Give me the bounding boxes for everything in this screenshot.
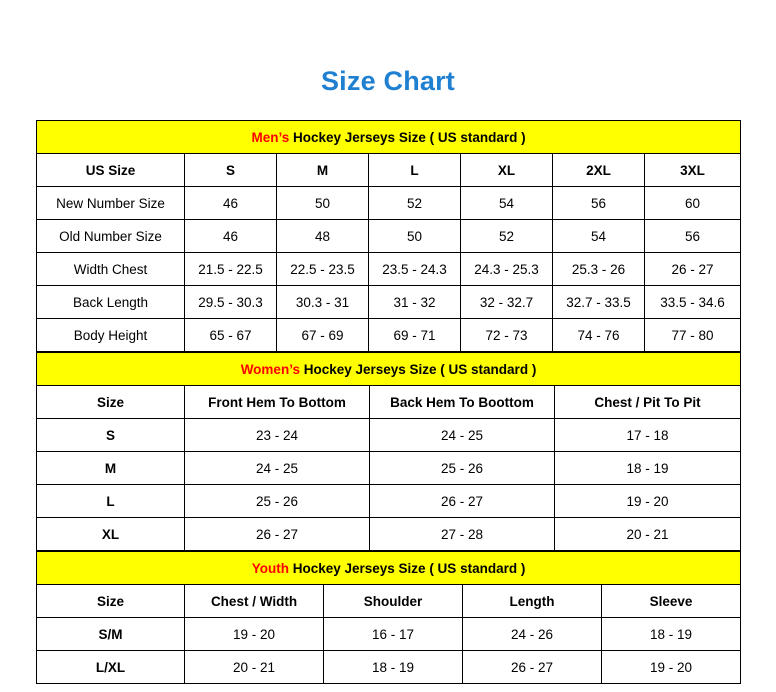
mens-size-table: [36, 120, 741, 352]
youth-row-0-cell-3: 18 - 19: [602, 618, 741, 651]
youth-row-1-cell-3: 19 - 20: [602, 651, 741, 684]
mens-row-2-label: Width Chest: [37, 253, 185, 286]
womens-row-3-cell-2: 20 - 21: [555, 518, 741, 551]
mens-row-1-cell-5: 56: [645, 220, 741, 253]
table-section-header-row: [37, 552, 741, 585]
mens-row-4-label: Body Height: [37, 319, 185, 352]
mens-row-2-cell-0: 21.5 - 22.5: [185, 253, 277, 286]
mens-row-2-cell-4: 25.3 - 26: [553, 253, 645, 286]
youth-size-table: [36, 551, 741, 684]
mens-row-1-cell-4: 54: [553, 220, 645, 253]
womens-row-1-cell-1: 25 - 26: [370, 452, 555, 485]
womens-row-2-label: L: [37, 485, 185, 518]
womens-row-1-label: M: [37, 452, 185, 485]
womens-row-0-cell-2: 17 - 18: [555, 419, 741, 452]
table-row: [37, 618, 741, 651]
womens-row-1-cell-2: 18 - 19: [555, 452, 741, 485]
youth-row-0-label: S/M: [37, 618, 185, 651]
table-header-row: [37, 154, 741, 187]
mens-row-0-cell-4: 56: [553, 187, 645, 220]
mens-row-0-cell-2: 52: [369, 187, 461, 220]
womens-row-0-label: S: [37, 419, 185, 452]
mens-col-1: S: [185, 154, 277, 187]
mens-row-1-cell-0: 46: [185, 220, 277, 253]
mens-row-0-cell-0: 46: [185, 187, 277, 220]
mens-row-1-label: Old Number Size: [37, 220, 185, 253]
youth-section-header-accent: Youth: [251, 560, 289, 576]
mens-row-0-label: New Number Size: [37, 187, 185, 220]
mens-row-1-cell-1: 48: [277, 220, 369, 253]
mens-row-1-cell-3: 52: [461, 220, 553, 253]
mens-row-1-cell-2: 50: [369, 220, 461, 253]
youth-section-header-rest: Hockey Jerseys Size ( US standard ): [288, 560, 526, 576]
mens-row-4-cell-0: 65 - 67: [185, 319, 277, 352]
womens-row-2-cell-0: 25 - 26: [185, 485, 370, 518]
table-row: [37, 452, 741, 485]
table-header-row: [37, 386, 741, 419]
womens-col-0: Size: [37, 386, 185, 419]
womens-section-header-rest: Hockey Jerseys Size ( US standard ): [299, 361, 537, 377]
mens-section-header: [37, 121, 741, 154]
mens-col-5: 2XL: [553, 154, 645, 187]
youth-row-0-cell-1: 16 - 17: [324, 618, 463, 651]
womens-section-header: [37, 353, 741, 386]
youth-row-1-cell-1: 18 - 19: [324, 651, 463, 684]
womens-row-2-cell-1: 26 - 27: [370, 485, 555, 518]
mens-row-4-cell-5: 77 - 80: [645, 319, 741, 352]
mens-row-0-cell-3: 54: [461, 187, 553, 220]
mens-row-0-cell-5: 60: [645, 187, 741, 220]
table-row: [37, 419, 741, 452]
mens-row-3-cell-5: 33.5 - 34.6: [645, 286, 741, 319]
mens-row-3-cell-2: 31 - 32: [369, 286, 461, 319]
mens-row-4-cell-2: 69 - 71: [369, 319, 461, 352]
mens-col-2: M: [277, 154, 369, 187]
youth-col-2: Shoulder: [324, 585, 463, 618]
youth-row-1-cell-2: 26 - 27: [463, 651, 602, 684]
womens-row-1-cell-0: 24 - 25: [185, 452, 370, 485]
table-row: [37, 253, 741, 286]
mens-row-4-cell-1: 67 - 69: [277, 319, 369, 352]
mens-row-2-cell-5: 26 - 27: [645, 253, 741, 286]
table-row: [37, 187, 741, 220]
womens-col-3: Chest / Pit To Pit: [555, 386, 741, 419]
mens-col-6: 3XL: [645, 154, 741, 187]
womens-row-2-cell-2: 19 - 20: [555, 485, 741, 518]
youth-row-1-cell-0: 20 - 21: [185, 651, 324, 684]
mens-row-4-cell-4: 74 - 76: [553, 319, 645, 352]
mens-section-header-accent: Men’s: [251, 129, 290, 145]
mens-row-4-cell-3: 72 - 73: [461, 319, 553, 352]
youth-col-4: Sleeve: [602, 585, 741, 618]
mens-row-3-cell-4: 32.7 - 33.5: [553, 286, 645, 319]
table-section-header-row: [37, 121, 741, 154]
mens-row-2-cell-1: 22.5 - 23.5: [277, 253, 369, 286]
mens-row-3-cell-1: 30.3 - 31: [277, 286, 369, 319]
womens-col-1: Front Hem To Bottom: [185, 386, 370, 419]
womens-row-0-cell-0: 23 - 24: [185, 419, 370, 452]
table-row: [37, 319, 741, 352]
mens-section-header-rest: Hockey Jerseys Size ( US standard ): [289, 129, 526, 145]
table-row: [37, 518, 741, 551]
youth-section-header: [37, 552, 741, 585]
mens-row-3-cell-0: 29.5 - 30.3: [185, 286, 277, 319]
mens-row-3-cell-3: 32 - 32.7: [461, 286, 553, 319]
mens-row-2-cell-2: 23.5 - 24.3: [369, 253, 461, 286]
mens-row-0-cell-1: 50: [277, 187, 369, 220]
youth-col-1: Chest / Width: [185, 585, 324, 618]
table-header-row: [37, 585, 741, 618]
page-title: Size Chart: [320, 66, 456, 96]
womens-row-0-cell-1: 24 - 25: [370, 419, 555, 452]
womens-row-3-label: XL: [37, 518, 185, 551]
mens-row-3-label: Back Length: [37, 286, 185, 319]
table-row: [37, 485, 741, 518]
size-chart-tables: [36, 120, 740, 684]
mens-col-3: L: [369, 154, 461, 187]
womens-size-table: [36, 352, 741, 551]
youth-row-1-label: L/XL: [37, 651, 185, 684]
womens-row-3-cell-1: 27 - 28: [370, 518, 555, 551]
mens-col-4: XL: [461, 154, 553, 187]
youth-col-3: Length: [463, 585, 602, 618]
mens-col-0: US Size: [37, 154, 185, 187]
mens-row-2-cell-3: 24.3 - 25.3: [461, 253, 553, 286]
table-row: [37, 220, 741, 253]
womens-col-2: Back Hem To Boottom: [370, 386, 555, 419]
youth-col-0: Size: [37, 585, 185, 618]
womens-section-header-accent: Women’s: [240, 361, 300, 377]
table-row: [37, 651, 741, 684]
table-row: [37, 286, 741, 319]
youth-row-0-cell-0: 19 - 20: [185, 618, 324, 651]
youth-row-0-cell-2: 24 - 26: [463, 618, 602, 651]
table-section-header-row: [37, 353, 741, 386]
womens-row-3-cell-0: 26 - 27: [185, 518, 370, 551]
